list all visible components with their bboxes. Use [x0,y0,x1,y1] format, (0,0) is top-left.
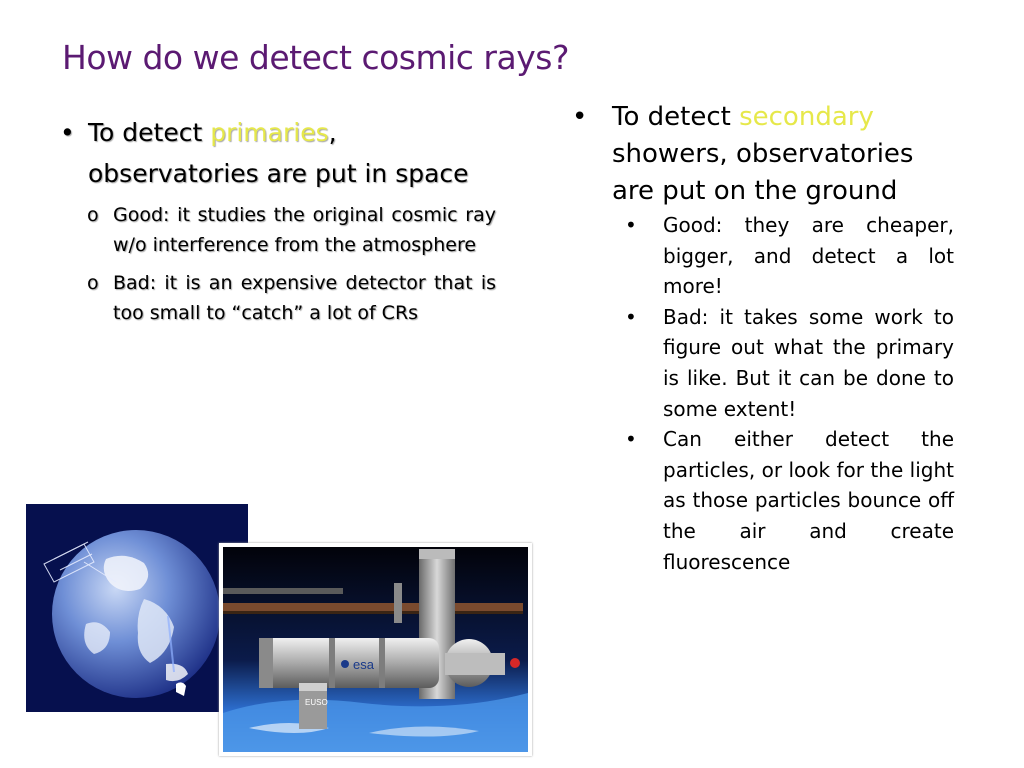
right-main-bullet [572,99,954,210]
left-sub-text: Good: it studies the original cosmic ray w/o interference from the atmosphere [113,204,496,256]
left-sub-bullet-bad [60,268,496,328]
earth-satellite-image [26,504,248,712]
circle-bullet-icon: o [87,204,99,226]
slide-title: How do we detect cosmic rays? [62,38,569,77]
space-station-image [219,543,532,756]
left-head-prefix: To detect [88,118,211,147]
left-sub-text: Bad: it is an expensive detector that is too small to “catch” a lot of CRs [113,272,496,324]
esa-label: esa [353,657,374,672]
bullet-icon: • [625,304,637,329]
right-sub-bullet-good [572,210,954,302]
right-sub-text: Good: they are cheaper, bigger, and detect a lot more! [663,213,954,299]
left-main-bullet [60,112,496,194]
left-head-highlight: primaries [210,118,329,147]
right-sub-text: Bad: it takes some work to figure out what the primary is like. But it can be done to some extent! [663,304,954,421]
right-head-prefix: To detect [612,102,740,132]
left-head-suffix: , observatories are put in space [88,118,469,188]
left-column [60,112,496,328]
right-sub-text: Can either detect the particles, or look for the light as those particles bounce off the air and create fluorescence [663,427,954,574]
euso-label: EUSO [305,698,328,707]
right-column [572,99,954,577]
bullet-icon: • [625,427,637,452]
right-sub-bullet-bad [572,302,954,424]
right-head-suffix: showers, observatories are put on the ground [612,139,914,206]
bullet-icon: • [60,118,75,147]
left-sub-bullet-good [60,200,496,260]
right-sub-bullet-fluorescence [572,424,954,577]
bullet-icon: • [572,102,588,132]
right-head-highlight: secondary [739,102,874,132]
circle-bullet-icon: o [87,272,99,294]
bullet-icon: • [625,213,637,237]
